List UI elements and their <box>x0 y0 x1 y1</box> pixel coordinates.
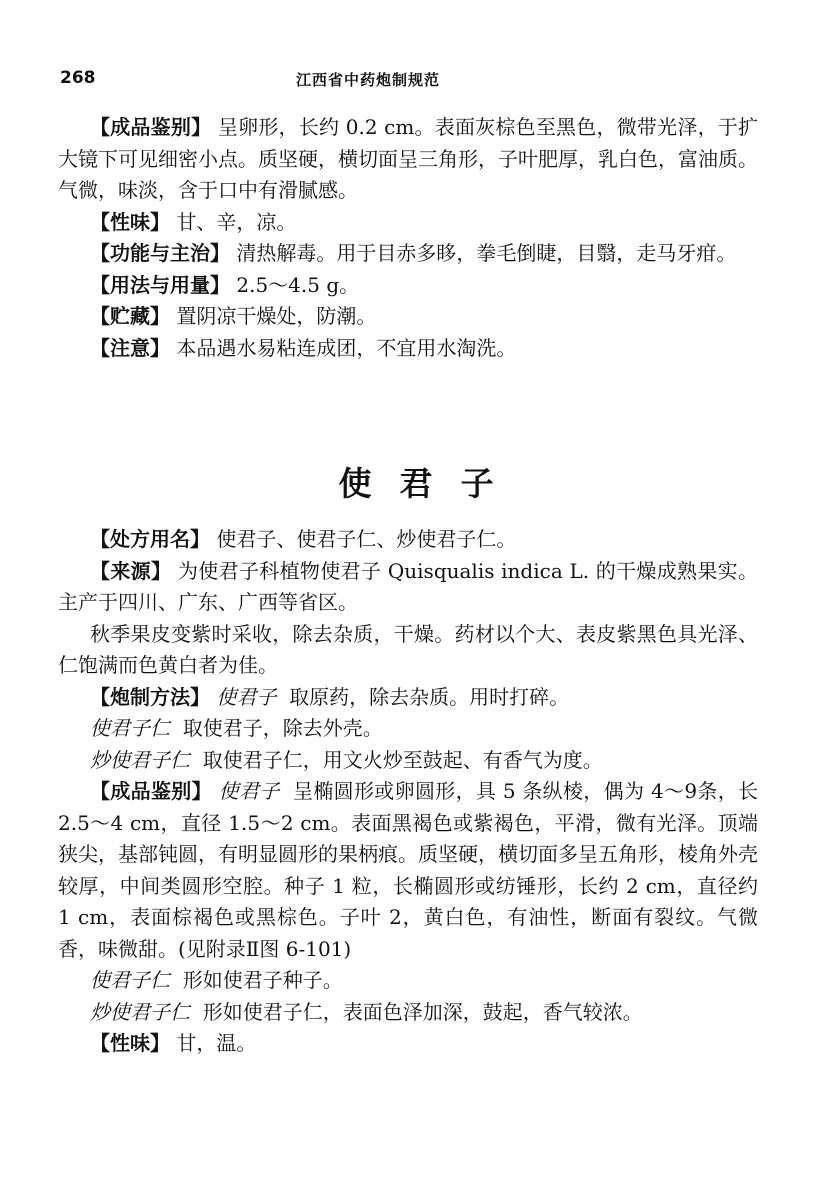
paragraph-harvest <box>58 619 758 682</box>
para-subhead: 使君子仁 <box>90 716 170 740</box>
para-text: 使君子、使君子仁、炒使君子仁。 <box>216 527 517 551</box>
monograph-title: 使君子 <box>338 464 522 503</box>
para-text: 甘，温。 <box>176 1031 257 1055</box>
para-label: 【性味】 <box>90 1031 170 1055</box>
paragraph-processing <box>58 682 758 714</box>
para-text: 秋季果皮变紫时采收，除去杂质，干燥。药材以个大、表皮紫黑色具光泽、仁饱满而色黄白者为佳。 <box>58 621 758 677</box>
para-subhead: 使君子 <box>218 779 280 803</box>
paragraph-identification <box>58 112 758 207</box>
para-text: 清热解毒。用于目赤多眵，拳毛倒睫，目翳，走马牙疳。 <box>236 241 737 265</box>
para-label: 【炮制方法】 <box>90 684 210 709</box>
para-text: 为使君子科植物使君子 Quisqualis indica L. 的干燥成熟果实。主产于四川、广东、广西等省区。 <box>58 558 759 614</box>
para-subhead: 使君子仁 <box>90 968 170 992</box>
para-text: 甘、辛，凉。 <box>176 209 297 234</box>
para-label: 【处方用名】 <box>90 527 210 551</box>
paragraph-processing-kernel <box>58 713 758 745</box>
paragraph-identification-fried <box>58 997 758 1029</box>
running-title: 江西省中药炮制规范 <box>296 71 441 89</box>
para-label: 【性味】 <box>90 209 170 234</box>
para-text: 形如使君子仁，表面色泽加深，鼓起，香气较浓。 <box>202 999 643 1024</box>
para-text: 置阴凉干燥处，防潮。 <box>176 304 377 328</box>
para-label: 【成品鉴别】 <box>90 779 212 803</box>
para-subhead: 使君子 <box>216 684 277 709</box>
para-label: 【注意】 <box>90 335 170 360</box>
paragraph-taste <box>58 1028 758 1060</box>
para-subhead: 炒使君子仁 <box>90 999 190 1024</box>
paragraph-caution <box>58 333 758 365</box>
para-label: 【功能与主治】 <box>90 241 230 265</box>
paragraph-source <box>58 556 758 619</box>
section-shijunzi <box>58 524 758 1060</box>
para-label: 【来源】 <box>90 558 172 583</box>
para-text: 取原药，除去杂质。用时打碎。 <box>289 684 570 709</box>
para-label: 【成品鉴别】 <box>90 115 212 139</box>
para-text: 本品遇水易粘连成团，不宜用水淘洗。 <box>176 335 517 360</box>
page-number: 268 <box>60 68 96 88</box>
paragraph-processing-fried <box>58 745 758 777</box>
paragraph-identification-kernel <box>58 965 758 997</box>
paragraph-identification <box>58 776 758 965</box>
para-subhead: 炒使君子仁 <box>90 747 190 772</box>
paragraph-storage <box>58 301 758 333</box>
para-label: 【贮藏】 <box>90 304 170 328</box>
para-text: 取使君子，除去外壳。 <box>182 716 383 740</box>
paragraph-dosage <box>58 270 758 302</box>
paragraph-prescription-names <box>58 524 758 556</box>
para-text: 取使君子仁，用文火炒至鼓起、有香气为度。 <box>202 747 603 772</box>
page-header <box>0 60 832 100</box>
para-text: 2.5～4.5 g。 <box>236 272 360 297</box>
paragraph-function <box>58 238 758 270</box>
para-text: 形如使君子种子。 <box>182 968 343 992</box>
para-text: 呈卵形，长约 0.2 cm。表面灰棕色至黑色，微带光泽，于扩大镜下可见细密小点。质坚硬，横切面呈三角形，子叶肥厚，乳白色，富油质。气微，味淡，含于口中有滑腻感。 <box>58 115 759 202</box>
para-text: 呈椭圆形或卵圆形，具 5 条纵棱，偶为 4～9条，长 2.5～4 cm，直径 1.5～2 cm。表面黑褐色或紫褐色，平滑，微有光泽。顶端狭尖，基部钝圆，有明显圆形的果柄痕。质坚硬，横切面多呈五角形，棱角外壳较厚，中间类圆形空腔。种子 1 粒，长椭圆形或纺锤形，长约 2 cm，直径约 1 cm，表面棕褐色或黑棕色。子叶 2，黄白色，有油性，断面有裂纹。气微香，味微甜。(见附录Ⅱ图 6-101) <box>58 779 759 961</box>
paragraph-taste <box>58 207 758 239</box>
section-previous-monograph <box>58 112 758 364</box>
para-label: 【用法与用量】 <box>90 272 230 297</box>
